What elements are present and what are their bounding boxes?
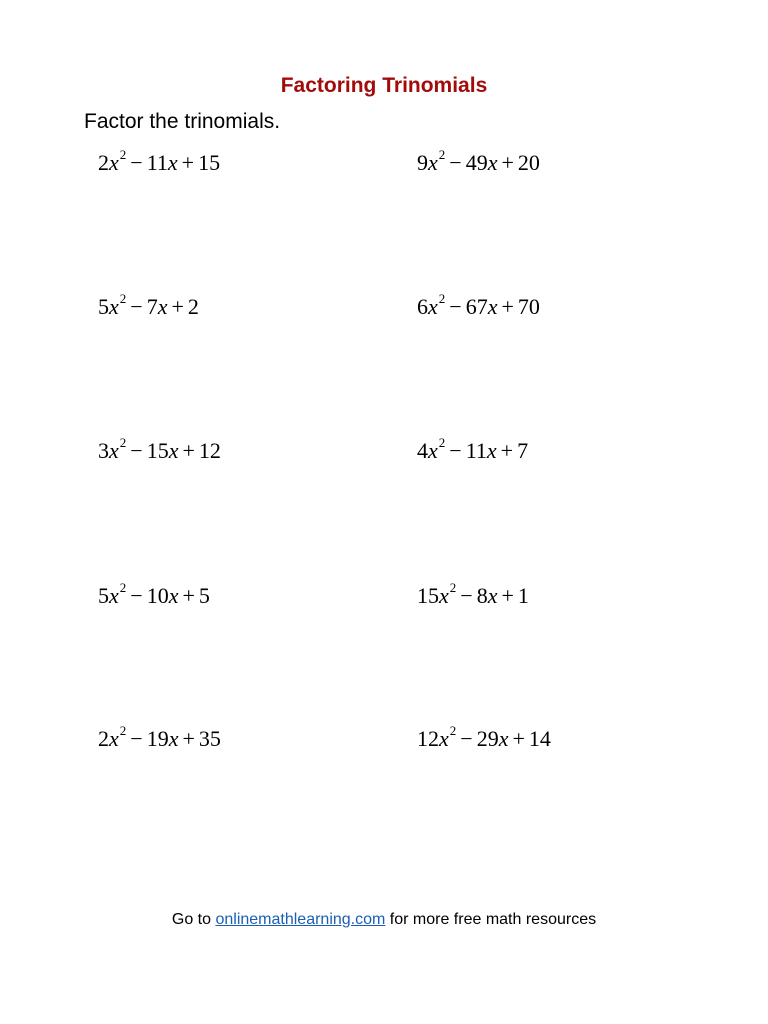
exponent: 2	[119, 579, 127, 595]
coefficient-a: 2	[98, 150, 109, 175]
variable: x	[487, 150, 498, 175]
coefficient-b: 10	[146, 583, 169, 608]
constant-c: 70	[517, 294, 540, 319]
coefficient-a: 9	[417, 150, 428, 175]
problem-2	[417, 146, 540, 175]
variable: x	[428, 438, 438, 463]
variable: x	[167, 150, 178, 175]
operator: −	[449, 294, 462, 319]
variable: x	[498, 726, 509, 751]
variable: x	[109, 726, 119, 751]
variable: x	[486, 438, 497, 463]
variable: x	[428, 150, 438, 175]
coefficient-a: 12	[417, 726, 439, 751]
constant-c: 12	[198, 438, 221, 463]
operator: −	[130, 583, 143, 608]
exponent: 2	[119, 722, 127, 738]
variable: x	[439, 583, 449, 608]
coefficient-b: 49	[465, 150, 488, 175]
variable: x	[109, 150, 119, 175]
exponent: 2	[438, 290, 446, 306]
variable: x	[439, 726, 449, 751]
problem-3	[98, 290, 199, 319]
constant-c: 7	[517, 438, 529, 463]
coefficient-b: 8	[476, 583, 488, 608]
operator: +	[500, 438, 514, 463]
variable: x	[168, 726, 179, 751]
problem-10	[417, 722, 551, 751]
operator: −	[130, 294, 143, 319]
constant-c: 35	[198, 726, 221, 751]
variable: x	[487, 294, 498, 319]
footer-suffix: for more free math resources	[385, 911, 597, 928]
exponent: 2	[449, 579, 457, 595]
constant-c: 2	[187, 294, 199, 319]
operator: −	[130, 726, 143, 751]
coefficient-b: 15	[146, 438, 169, 463]
exponent: 2	[119, 146, 127, 162]
problem-4	[417, 290, 540, 319]
operator: +	[182, 726, 195, 751]
footer-link[interactable]: onlinemathlearning.com	[215, 911, 386, 928]
exponent: 2	[438, 146, 446, 162]
coefficient-b: 7	[146, 294, 158, 319]
operator: +	[501, 583, 514, 608]
coefficient-b: 11	[465, 438, 487, 463]
operator: −	[449, 150, 462, 175]
coefficient-a: 5	[98, 583, 109, 608]
operator: −	[449, 438, 462, 463]
variable: x	[109, 294, 119, 319]
coefficient-b: 11	[146, 150, 168, 175]
operator: −	[130, 438, 143, 463]
problem-6	[417, 434, 529, 463]
problem-1	[98, 146, 221, 175]
operator: −	[130, 150, 143, 175]
operator: −	[460, 583, 473, 608]
coefficient-a: 15	[417, 583, 439, 608]
footer-prefix: Go to	[171, 911, 216, 928]
variable: x	[109, 438, 119, 463]
coefficient-b: 67	[465, 294, 488, 319]
variable: x	[487, 583, 498, 608]
variable: x	[168, 438, 179, 463]
variable: x	[168, 583, 179, 608]
problem-7	[98, 579, 210, 608]
coefficient-a: 3	[98, 438, 109, 463]
problem-5	[98, 434, 221, 463]
constant-c: 14	[528, 726, 551, 751]
operator: +	[171, 294, 184, 319]
coefficient-a: 6	[417, 294, 428, 319]
operator: +	[501, 150, 514, 175]
exponent: 2	[119, 290, 127, 306]
variable: x	[428, 294, 438, 319]
operator: +	[181, 150, 195, 175]
operator: −	[460, 726, 473, 751]
variable: x	[157, 294, 168, 319]
constant-c: 1	[517, 583, 529, 608]
worksheet-title: Factoring Trinomials	[280, 74, 488, 97]
constant-c: 15	[198, 150, 221, 175]
coefficient-a: 5	[98, 294, 109, 319]
instructions-text: Factor the trinomials.	[84, 110, 281, 133]
exponent: 2	[119, 434, 127, 450]
operator: +	[182, 583, 195, 608]
coefficient-b: 29	[476, 726, 499, 751]
coefficient-b: 19	[146, 726, 169, 751]
footer	[0, 911, 768, 929]
operator: +	[501, 294, 514, 319]
exponent: 2	[438, 434, 446, 450]
coefficient-a: 4	[417, 438, 428, 463]
exponent: 2	[449, 722, 457, 738]
variable: x	[109, 583, 119, 608]
operator: +	[182, 438, 195, 463]
constant-c: 5	[198, 583, 210, 608]
constant-c: 20	[517, 150, 540, 175]
operator: +	[512, 726, 525, 751]
problem-8	[417, 579, 529, 608]
problem-9	[98, 722, 221, 751]
coefficient-a: 2	[98, 726, 109, 751]
